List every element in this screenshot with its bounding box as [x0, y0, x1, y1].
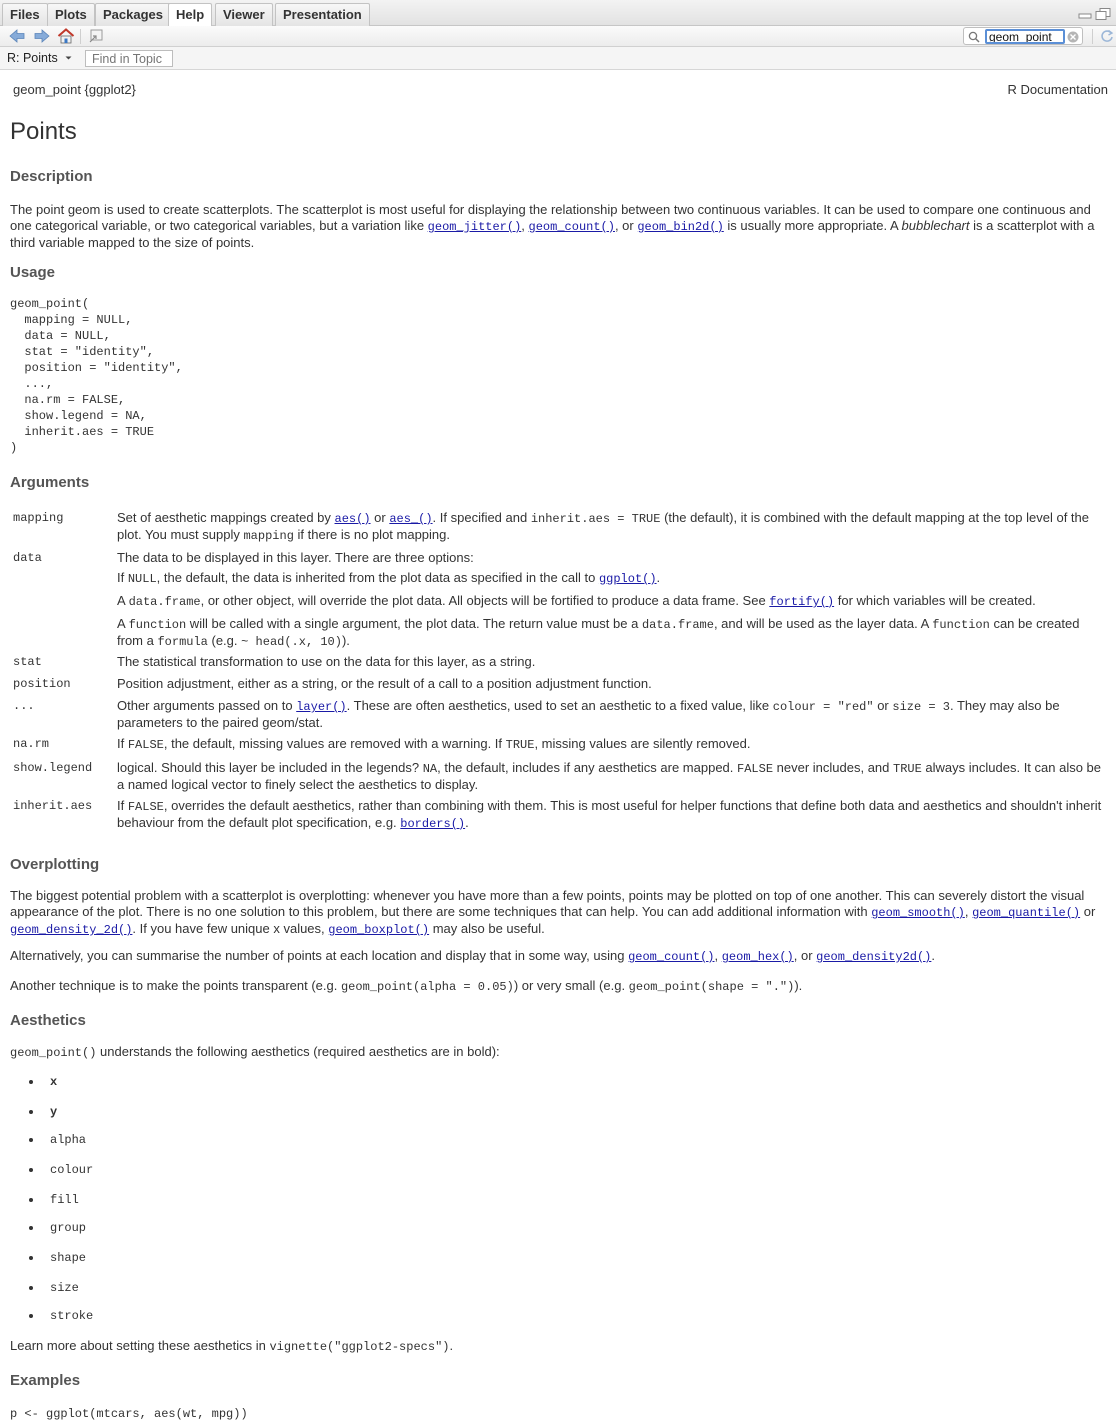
- tab-presentation[interactable]: Presentation: [275, 3, 370, 26]
- clear-search-icon[interactable]: [1067, 31, 1079, 43]
- argument-name: mapping: [13, 511, 64, 525]
- page-title: Points: [10, 118, 77, 145]
- link-layer[interactable]: layer(): [296, 700, 347, 714]
- refresh-icon[interactable]: [1098, 28, 1116, 44]
- forward-arrow-icon[interactable]: [33, 28, 51, 44]
- overplotting-paragraph-2: Alternatively, you can summarise the number of points at each location and display that in some way, using geom_count(), geom_hex(), or geom_density2d().: [10, 948, 935, 964]
- list-item: shape: [50, 1251, 87, 1265]
- list-item: fill: [50, 1193, 79, 1207]
- argument-name: na.rm: [13, 737, 50, 751]
- argument-description: If FALSE, overrides the default aesthetics, rather than combining with them. This is most useful for helper functions that define both data and aesthetics and shouldn't inherit behaviour from the default plot specification, e.g. borders().: [117, 798, 1102, 831]
- back-arrow-icon[interactable]: [8, 28, 26, 44]
- find-in-topic-input[interactable]: [85, 50, 173, 67]
- link-borders[interactable]: borders(): [400, 817, 466, 831]
- maximize-pane-icon[interactable]: [1095, 8, 1111, 20]
- aesthetics-intro: geom_point() understands the following aesthetics (required aesthetics are in bold):: [10, 1044, 500, 1060]
- overplotting-heading: Overplotting: [10, 856, 100, 873]
- argument-description: If FALSE, the default, missing values are removed with a warning. If TRUE, missing values are silently removed.: [117, 736, 751, 752]
- link-fortify[interactable]: fortify(): [769, 595, 835, 609]
- list-item: x: [50, 1075, 58, 1089]
- list-item: stroke: [50, 1309, 94, 1323]
- list-item: group: [50, 1221, 87, 1235]
- link-geom-hex[interactable]: geom_hex(): [721, 950, 794, 964]
- argument-name: data: [13, 551, 42, 565]
- argument-description: logical. Should this layer be included in the legends? NA, the default, includes if any aesthetics are mapped. FALSE never includes, and TRUE always includes. It can also be a named logical vector to finely select the aesthetics to display.: [117, 760, 1102, 792]
- examples-code-block: p <- ggplot(mtcars, aes(wt, mpg)): [10, 1407, 248, 1421]
- argument-description: Position adjustment, either as a string, or the result of a call to a position adjustment function.: [117, 676, 652, 691]
- list-item: colour: [50, 1163, 94, 1177]
- topic-bar: [0, 47, 1116, 70]
- topic-dropdown[interactable]: [7, 51, 73, 65]
- tab-files[interactable]: Files: [2, 3, 48, 26]
- tab-packages[interactable]: Packages: [95, 3, 171, 26]
- topic-label: R: Points: [7, 51, 58, 65]
- link-geom-density-2d[interactable]: geom_density_2d(): [10, 923, 133, 937]
- list-item: y: [50, 1105, 58, 1119]
- link-ggplot[interactable]: ggplot(): [598, 572, 657, 586]
- doc-package-label: geom_point {ggplot2}: [13, 82, 136, 97]
- chevron-down-icon: [64, 54, 73, 62]
- tab-viewer[interactable]: Viewer: [215, 3, 273, 26]
- link-geom-smooth[interactable]: geom_smooth(): [871, 906, 965, 920]
- argument-name: position: [13, 677, 71, 691]
- link-geom-jitter[interactable]: geom_jitter(): [427, 220, 522, 234]
- pane-tab-bar: [0, 0, 1116, 26]
- argument-description: Other arguments passed on to layer(). These are often aesthetics, used to set an aesthetic to a fixed value, like colour = "red" or size = 3. They may also be parameters to the paired geom/stat.: [117, 698, 1060, 730]
- help-search-input[interactable]: [985, 29, 1065, 44]
- aesthetics-learn-more: Learn more about setting these aesthetics in vignette("ggplot2-specs").: [10, 1338, 454, 1354]
- link-geom-bin2d[interactable]: geom_bin2d(): [637, 220, 724, 234]
- search-icon: [968, 31, 980, 43]
- usage-code-block: geom_point( mapping = NULL, data = NULL, stat = "identity", position = "identity", ..., na.rm = FALSE, show.legend = NA, inherit.aes = TRUE ): [10, 297, 183, 455]
- argument-name: show.legend: [13, 761, 93, 775]
- link-geom-count[interactable]: geom_count(): [628, 950, 715, 964]
- show-in-window-icon[interactable]: [87, 28, 105, 44]
- home-icon[interactable]: [57, 28, 75, 44]
- overplotting-paragraph-1: The biggest potential problem with a scatterplot is overplotting: whenever you have more than a few points, points may be plotted on top of one another. This can severely distort the visual appearance of the plot. There is no one solution to this problem, but there are some techniques that can help. You can add additional information with geom_smooth(), geom_quantile() or geom_density_2d(). If you have few unique x values, geom_boxplot() may also be useful.: [10, 888, 1096, 937]
- help-search-box: [963, 27, 1083, 45]
- link-aes-underscore[interactable]: aes_(): [389, 512, 433, 526]
- help-document: [10, 70, 1108, 1421]
- toolbar-divider: [80, 29, 81, 44]
- overplotting-paragraph-3: Another technique is to make the points transparent (e.g. geom_point(alpha = 0.05)) or very small (e.g. geom_point(shape = ".")).: [10, 978, 803, 994]
- link-aes[interactable]: aes(): [334, 512, 371, 526]
- argument-description: The statistical transformation to use on the data for this layer, as a string.: [117, 654, 536, 669]
- argument-description: The data to be displayed in this layer. There are three options: If NULL, the default, the data is inherited from the plot data as specified in the call to ggplot(). A data.frame, or other object, will override the plot data. All objects will be fortified to produce a data frame. See fortify() for which variables will be created. A function will be called with a single argument, the plot data. The return value must be a data.frame, and will be used as the layer data. A function can be created from a formula (e.g. ~ head(.x, 10)).: [117, 550, 1080, 649]
- list-item: alpha: [50, 1133, 87, 1147]
- arguments-heading: Arguments: [10, 474, 90, 491]
- list-item: size: [50, 1281, 79, 1295]
- doc-r-documentation-label: R Documentation: [1007, 82, 1108, 97]
- tab-plots[interactable]: Plots: [47, 3, 95, 26]
- argument-description: Set of aesthetic mappings created by aes() or aes_(). If specified and inherit.aes = TRUE (the default), it is combined with the default mapping at the top level of the plot. You must supply mapping if there is no plot mapping.: [117, 510, 1089, 543]
- link-geom-count[interactable]: geom_count(): [528, 220, 615, 234]
- doc-header: [10, 70, 1108, 114]
- examples-heading: Examples: [10, 1372, 81, 1389]
- minimize-pane-icon[interactable]: [1078, 8, 1092, 20]
- argument-name: ...: [13, 699, 35, 713]
- link-geom-density2d[interactable]: geom_density2d(): [816, 950, 932, 964]
- help-toolbar: [0, 26, 1116, 47]
- description-heading: Description: [10, 168, 93, 185]
- usage-heading: Usage: [10, 264, 56, 281]
- aesthetics-heading: Aesthetics: [10, 1012, 86, 1029]
- tab-help[interactable]: Help: [168, 3, 212, 27]
- argument-name: inherit.aes: [13, 799, 93, 813]
- link-geom-boxplot[interactable]: geom_boxplot(): [328, 923, 430, 937]
- description-text: The point geom is used to create scatterplots. The scatterplot is most useful for displaying the relationship between two continuous variables. It can be used to compare one continuous and one categorical variable, or two categorical variables, but a variation like geom_jitter(), geom_count(), or geom_bin2d() is usually more appropriate. A bubblechart is a scatterplot with a third variable mapped to the size of points.: [10, 202, 1095, 250]
- argument-name: stat: [13, 655, 42, 669]
- toolbar-divider: [1092, 29, 1093, 44]
- link-geom-quantile[interactable]: geom_quantile(): [972, 906, 1081, 920]
